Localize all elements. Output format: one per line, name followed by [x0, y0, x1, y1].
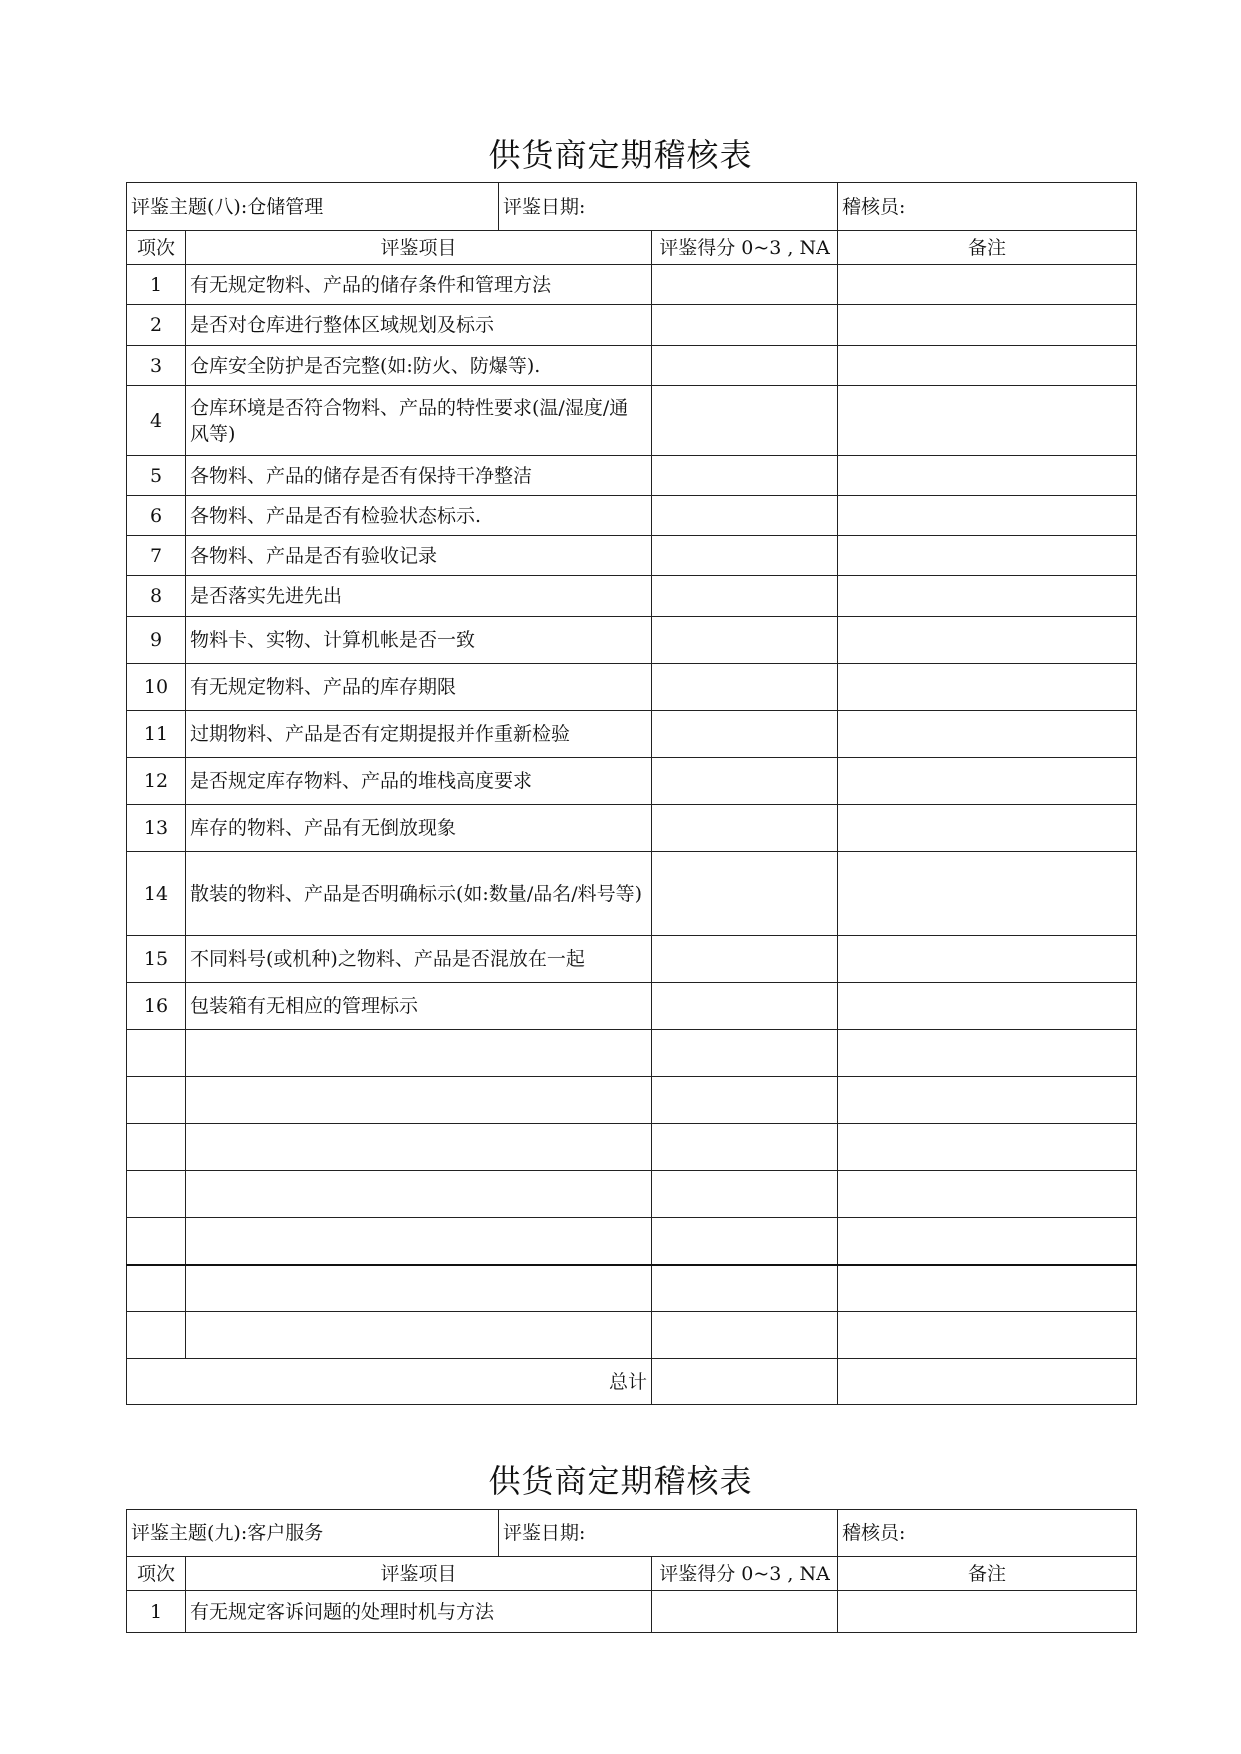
row-item: 各物料、产品是否有检验状态标示. — [186, 496, 652, 536]
row-item: 库存的物料、产品有无倒放现象 — [186, 805, 652, 852]
blank-row — [127, 1218, 1137, 1265]
col-header-remark: 备注 — [838, 231, 1137, 265]
total-score-cell[interactable] — [652, 1359, 838, 1405]
score-cell[interactable] — [652, 1218, 838, 1265]
score-cell[interactable] — [652, 305, 838, 346]
score-cell[interactable] — [652, 852, 838, 936]
table-row — [127, 346, 1137, 386]
remark-cell[interactable] — [838, 1030, 1137, 1077]
score-cell[interactable] — [652, 1077, 838, 1124]
row-no: 6 — [127, 496, 186, 536]
score-cell[interactable] — [652, 936, 838, 983]
blank-row — [127, 1265, 1137, 1312]
row-item: 各物料、产品的储存是否有保持干净整洁 — [186, 456, 652, 496]
row-no: 16 — [127, 983, 186, 1030]
blank-row — [127, 1312, 1137, 1359]
remark-cell[interactable] — [838, 758, 1137, 805]
table-row — [127, 265, 1137, 305]
row-no: 8 — [127, 576, 186, 617]
score-cell[interactable] — [652, 983, 838, 1030]
table-row — [127, 617, 1137, 664]
row-item[interactable] — [186, 1265, 652, 1312]
row-item: 不同料号(或机种)之物料、产品是否混放在一起 — [186, 936, 652, 983]
remark-cell[interactable] — [838, 1591, 1137, 1633]
table-row — [127, 664, 1137, 711]
row-no: 9 — [127, 617, 186, 664]
audit-table-customer-service — [126, 1509, 1137, 1633]
meta-row — [127, 1510, 1137, 1557]
date-field[interactable]: 评鉴日期: — [499, 1510, 838, 1557]
table-row — [127, 711, 1137, 758]
remark-cell[interactable] — [838, 386, 1137, 456]
auditor-field[interactable]: 稽核员: — [838, 1510, 1137, 1557]
remark-cell[interactable] — [838, 805, 1137, 852]
row-item[interactable] — [186, 1171, 652, 1218]
remark-cell[interactable] — [838, 1218, 1137, 1265]
topic-cell: 评鉴主题(九):客户服务 — [127, 1510, 499, 1557]
blank-row — [127, 1030, 1137, 1077]
table-row — [127, 758, 1137, 805]
table-row — [127, 936, 1137, 983]
table-row — [127, 1591, 1137, 1633]
col-header-no: 项次 — [127, 1557, 186, 1591]
row-no: 14 — [127, 852, 186, 936]
remark-cell[interactable] — [838, 711, 1137, 758]
blank-row — [127, 1077, 1137, 1124]
remark-cell[interactable] — [838, 983, 1137, 1030]
meta-row — [127, 183, 1137, 231]
row-item: 是否落实先进先出 — [186, 576, 652, 617]
remark-cell[interactable] — [838, 346, 1137, 386]
total-label: 总计 — [127, 1359, 652, 1405]
remark-cell[interactable] — [838, 496, 1137, 536]
score-cell[interactable] — [652, 758, 838, 805]
score-cell[interactable] — [652, 576, 838, 617]
score-cell[interactable] — [652, 805, 838, 852]
remark-cell[interactable] — [838, 617, 1137, 664]
row-no — [127, 1171, 186, 1218]
page-title: 供货商定期稽核表 — [488, 1462, 753, 1500]
row-item: 有无规定物料、产品的储存条件和管理方法 — [186, 265, 652, 305]
date-field[interactable]: 评鉴日期: — [499, 183, 838, 231]
blank-row — [127, 1171, 1137, 1218]
row-item[interactable] — [186, 1077, 652, 1124]
row-no: 2 — [127, 305, 186, 346]
remark-cell[interactable] — [838, 536, 1137, 576]
total-row — [127, 1359, 1137, 1405]
remark-cell[interactable] — [838, 1077, 1137, 1124]
row-item[interactable] — [186, 1312, 652, 1359]
remark-cell[interactable] — [838, 1265, 1137, 1312]
score-cell[interactable] — [652, 1265, 838, 1312]
score-cell[interactable] — [652, 346, 838, 386]
row-no: 4 — [127, 386, 186, 456]
topic-cell: 评鉴主题(八):仓储管理 — [127, 183, 499, 231]
row-no — [127, 1218, 186, 1265]
row-item: 是否对仓库进行整体区域规划及标示 — [186, 305, 652, 346]
header-row — [127, 1557, 1137, 1591]
remark-cell[interactable] — [838, 576, 1137, 617]
row-item: 散装的物料、产品是否明确标示(如:数量/品名/料号等) — [186, 852, 652, 936]
row-item: 物料卡、实物、计算机帐是否一致 — [186, 617, 652, 664]
score-cell[interactable] — [652, 265, 838, 305]
score-cell[interactable] — [652, 1124, 838, 1171]
row-item: 有无规定物料、产品的库存期限 — [186, 664, 652, 711]
score-cell[interactable] — [652, 496, 838, 536]
remark-cell[interactable] — [838, 305, 1137, 346]
score-cell[interactable] — [652, 664, 838, 711]
row-no: 1 — [127, 265, 186, 305]
row-no — [127, 1265, 186, 1312]
row-item: 过期物料、产品是否有定期提报并作重新检验 — [186, 711, 652, 758]
total-remark-cell[interactable] — [838, 1359, 1137, 1405]
score-cell[interactable] — [652, 1591, 838, 1633]
table-row — [127, 496, 1137, 536]
row-item: 各物料、产品是否有验收记录 — [186, 536, 652, 576]
score-cell[interactable] — [652, 536, 838, 576]
row-no: 7 — [127, 536, 186, 576]
row-item: 仓库环境是否符合物料、产品的特性要求(温/湿度/通风等) — [186, 386, 652, 456]
row-no: 10 — [127, 664, 186, 711]
row-no — [127, 1124, 186, 1171]
score-cell[interactable] — [652, 456, 838, 496]
remark-cell[interactable] — [838, 265, 1137, 305]
row-item[interactable] — [186, 1218, 652, 1265]
row-no: 13 — [127, 805, 186, 852]
score-cell[interactable] — [652, 386, 838, 456]
remark-cell[interactable] — [838, 664, 1137, 711]
table-row — [127, 852, 1137, 936]
remark-cell[interactable] — [838, 1312, 1137, 1359]
score-cell[interactable] — [652, 711, 838, 758]
table-row — [127, 305, 1137, 346]
row-no: 5 — [127, 456, 186, 496]
table-row — [127, 536, 1137, 576]
audit-table-storage — [126, 182, 1137, 1405]
row-no — [127, 1077, 186, 1124]
row-no — [127, 1312, 186, 1359]
score-cell[interactable] — [652, 617, 838, 664]
table-row — [127, 456, 1137, 496]
row-item: 仓库安全防护是否完整(如:防火、防爆等). — [186, 346, 652, 386]
table-row — [127, 983, 1137, 1030]
score-cell[interactable] — [652, 1030, 838, 1077]
row-item[interactable] — [186, 1030, 652, 1077]
remark-cell[interactable] — [838, 456, 1137, 496]
header-row — [127, 231, 1137, 265]
row-item[interactable] — [186, 1124, 652, 1171]
row-no: 12 — [127, 758, 186, 805]
col-header-no: 项次 — [127, 231, 186, 265]
row-item: 包装箱有无相应的管理标示 — [186, 983, 652, 1030]
remark-cell[interactable] — [838, 852, 1137, 936]
row-no: 1 — [127, 1591, 186, 1633]
row-no: 15 — [127, 936, 186, 983]
col-header-remark: 备注 — [838, 1557, 1137, 1591]
col-header-score: 评鉴得分 0~3 , NA — [652, 231, 838, 265]
remark-cell[interactable] — [838, 1171, 1137, 1218]
table-row — [127, 576, 1137, 617]
table-row — [127, 386, 1137, 456]
page-title: 供货商定期稽核表 — [488, 136, 753, 174]
row-no — [127, 1030, 186, 1077]
auditor-field[interactable]: 稽核员: — [838, 183, 1137, 231]
row-no: 3 — [127, 346, 186, 386]
score-cell[interactable] — [652, 1312, 838, 1359]
row-no: 11 — [127, 711, 186, 758]
blank-row — [127, 1124, 1137, 1171]
table-row — [127, 805, 1137, 852]
remark-cell[interactable] — [838, 1124, 1137, 1171]
score-cell[interactable] — [652, 1171, 838, 1218]
col-header-item: 评鉴项目 — [186, 231, 652, 265]
row-item: 有无规定客诉问题的处理时机与方法 — [186, 1591, 652, 1633]
remark-cell[interactable] — [838, 936, 1137, 983]
row-item: 是否规定库存物料、产品的堆栈高度要求 — [186, 758, 652, 805]
col-header-score: 评鉴得分 0~3 , NA — [652, 1557, 838, 1591]
col-header-item: 评鉴项目 — [186, 1557, 652, 1591]
